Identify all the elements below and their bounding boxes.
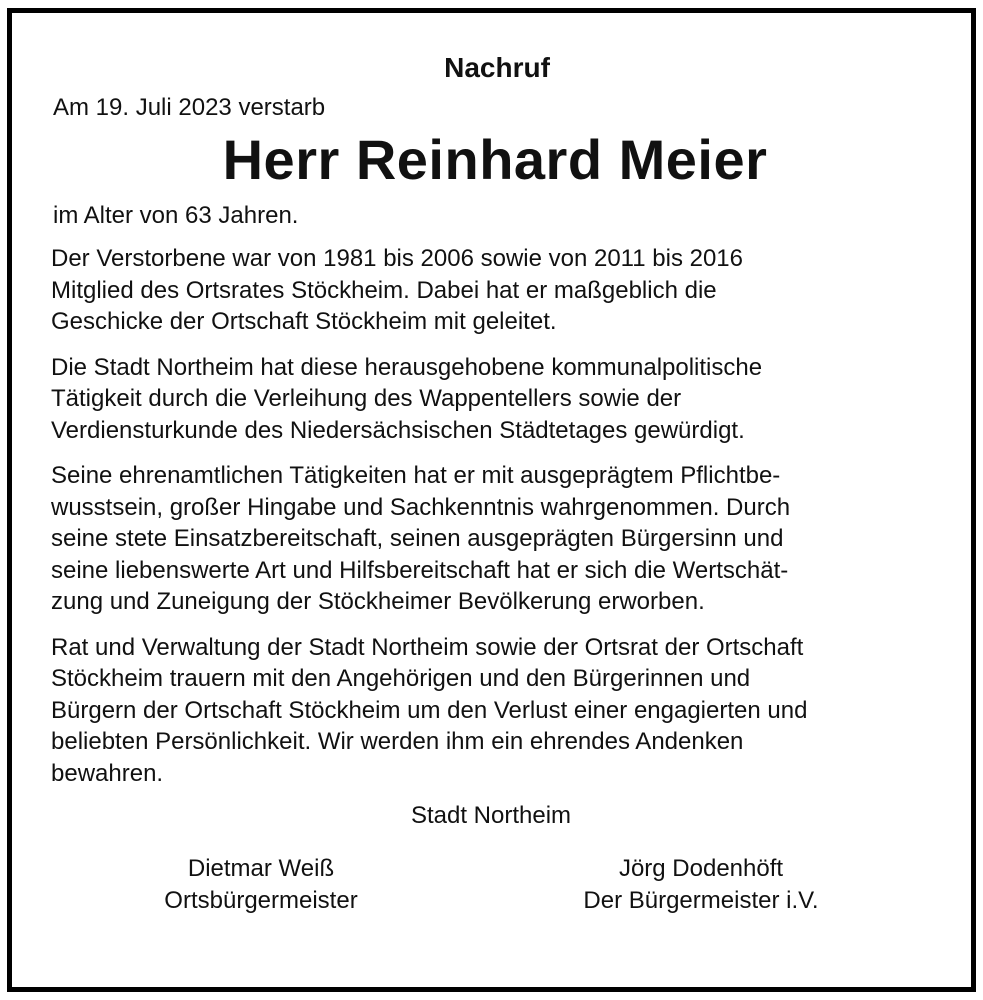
organization-name: Stadt Northeim (410, 802, 572, 829)
obituary-frame (7, 8, 976, 992)
paragraph-service: Der Verstorbene war von 1981 bis 2006 sowie von 2011 bis 2016 Mitglied des Ortsrates Stöckheim. Dabei hat er maßgeblich die Geschicke der Ortschaft Stöckheim mit geleitet. (51, 245, 744, 335)
signatory-name: Jörg Dodenhöft (618, 855, 784, 882)
paragraph-character: Seine ehrenamtlichen Tätigkeiten hat er mit ausgeprägtem Pflichtbe- wusstsein, großer Hingabe und Sachkenntnis wahrgenommen. Durch seine stete Einsatzbereitschaft, seinen ausgeprägten Bürgersinn und seine liebenswerte Art und Hilfsbereitschaft hat er sich die Wertschät- zung und Zuneigung der Stöckheimer Bevölkerung erworben. (51, 462, 791, 615)
paragraph-mourning: Rat und Verwaltung der Stadt Northeim sowie der Ortsrat der Ortschaft Stöckheim trauern mit den Angehörigen und den Bürgerinnen und Bürgern der Ortschaft Stöckheim um den Verlust einer engagierten und beliebten Persönlichkeit. Wir werden ihm ein ehrendes Andenken bewahren. (51, 633, 808, 787)
signatory-right (521, 853, 881, 917)
signatures (51, 853, 951, 917)
age-line: im Alter von 63 Jahren. (53, 202, 299, 229)
signatory-left (81, 853, 441, 917)
signatory-title: Der Bürgermeister i.V. (583, 887, 819, 914)
signatory-name: Dietmar Weiß (187, 855, 335, 882)
signatory-title: Ortsbürgermeister (164, 887, 358, 914)
deceased-name: Herr Reinhard Meier (222, 128, 768, 191)
notice-heading: Nachruf (444, 52, 550, 83)
obituary-content (51, 51, 951, 917)
death-date-line: Am 19. Juli 2023 verstarb (53, 94, 326, 121)
paragraph-honors: Die Stadt Northeim hat diese herausgehobene kommunalpolitische Tätigkeit durch die Verleihung des Wappentellers sowie der Verdiensturkunde des Niedersächsischen Städtetages gewürdigt. (51, 353, 763, 444)
